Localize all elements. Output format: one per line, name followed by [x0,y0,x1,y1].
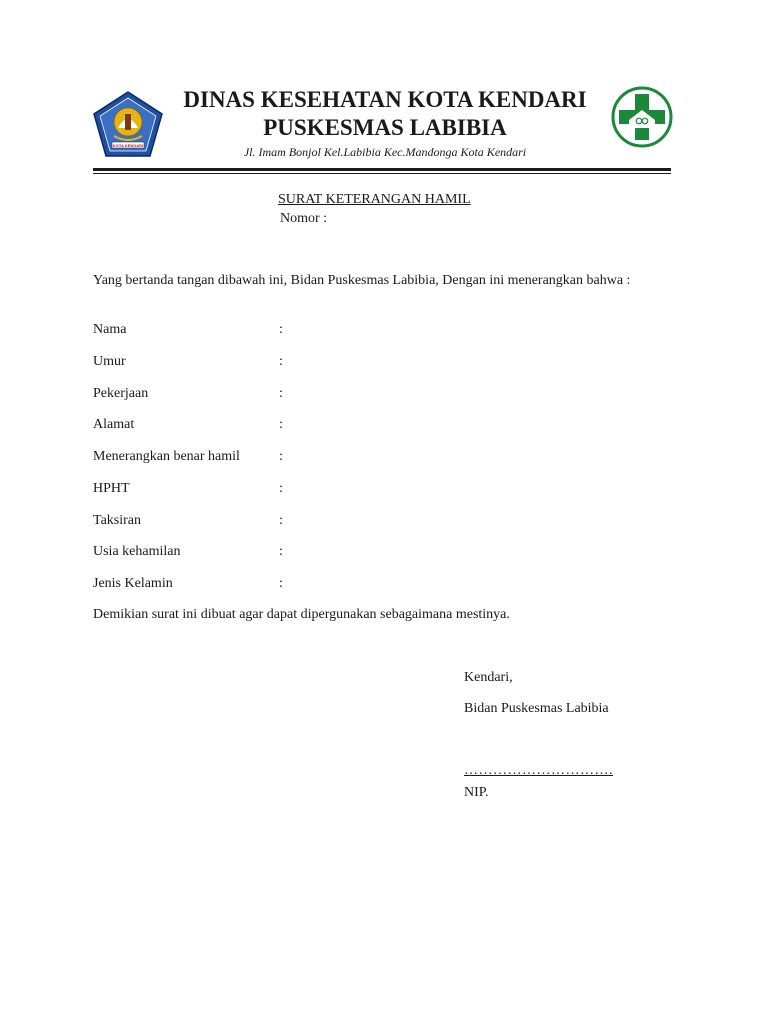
field-colon: : [279,385,283,401]
field-label-hpht: HPHT [93,480,130,496]
field-colon: : [279,576,283,591]
field-colon: : [279,322,283,337]
letterhead-divider-thin [93,173,671,174]
field-label-usia-kehamilan: Usia kehamilan [93,544,181,560]
crest-banner-text: KOTA KENDARI [112,143,144,148]
field-row [93,322,674,354]
field-colon: : [279,512,283,528]
field-row [93,417,674,449]
field-row [93,544,674,576]
patient-fields [93,322,674,608]
field-colon: : [279,544,283,560]
field-row [93,386,674,418]
field-label-alamat: Alamat [93,417,135,433]
agency-name: DINAS KESEHATAN KOTA KENDARI [183,87,587,112]
signature-nip-label: NIP. [464,785,489,800]
field-label-umur: Umur [93,353,126,369]
clinic-address: Jl. Imam Bonjol Kel.Labibia Kec.Mandonga Kota Kendari [243,145,527,159]
letterhead-title [160,86,610,142]
field-colon: : [279,417,283,433]
signature-place: Kendari, [464,670,513,685]
field-colon: : [279,449,283,464]
field-label-pekerjaan: Pekerjaan [93,385,149,401]
field-label-nama: Nama [93,322,127,337]
closing-statement: Demikian surat ini dibuat agar dapat dipergunakan sebagaimana mestinya. [93,607,510,622]
signature-role: Bidan Puskesmas Labibia [464,701,609,716]
field-label-jenis-kelamin: Jenis Kelamin [93,576,173,591]
puskesmas-cross-logo [611,86,673,148]
field-colon: : [279,480,283,496]
field-colon: : [279,353,283,369]
field-row [93,449,674,481]
signature-line: …………………………. [464,763,613,778]
document-number-label: Nomor : [280,211,328,226]
field-row [93,576,674,608]
field-label-taksiran: Taksiran [93,512,142,528]
field-row [93,354,674,386]
field-label-menerangkan-benar-hamil: Menerangkan benar hamil [93,449,240,464]
letterhead-divider-thick [93,168,671,171]
clinic-name: PUSKESMAS LABIBIA [263,115,507,140]
intro-paragraph: Yang bertanda tangan dibawah ini, Bidan Puskesmas Labibia, Dengan ini menerangkan bahwa : [93,273,631,288]
field-row [93,513,674,545]
field-row [93,481,674,513]
kendari-city-crest-logo [92,90,164,158]
document-title: SURAT KETERANGAN HAMIL [278,192,471,207]
